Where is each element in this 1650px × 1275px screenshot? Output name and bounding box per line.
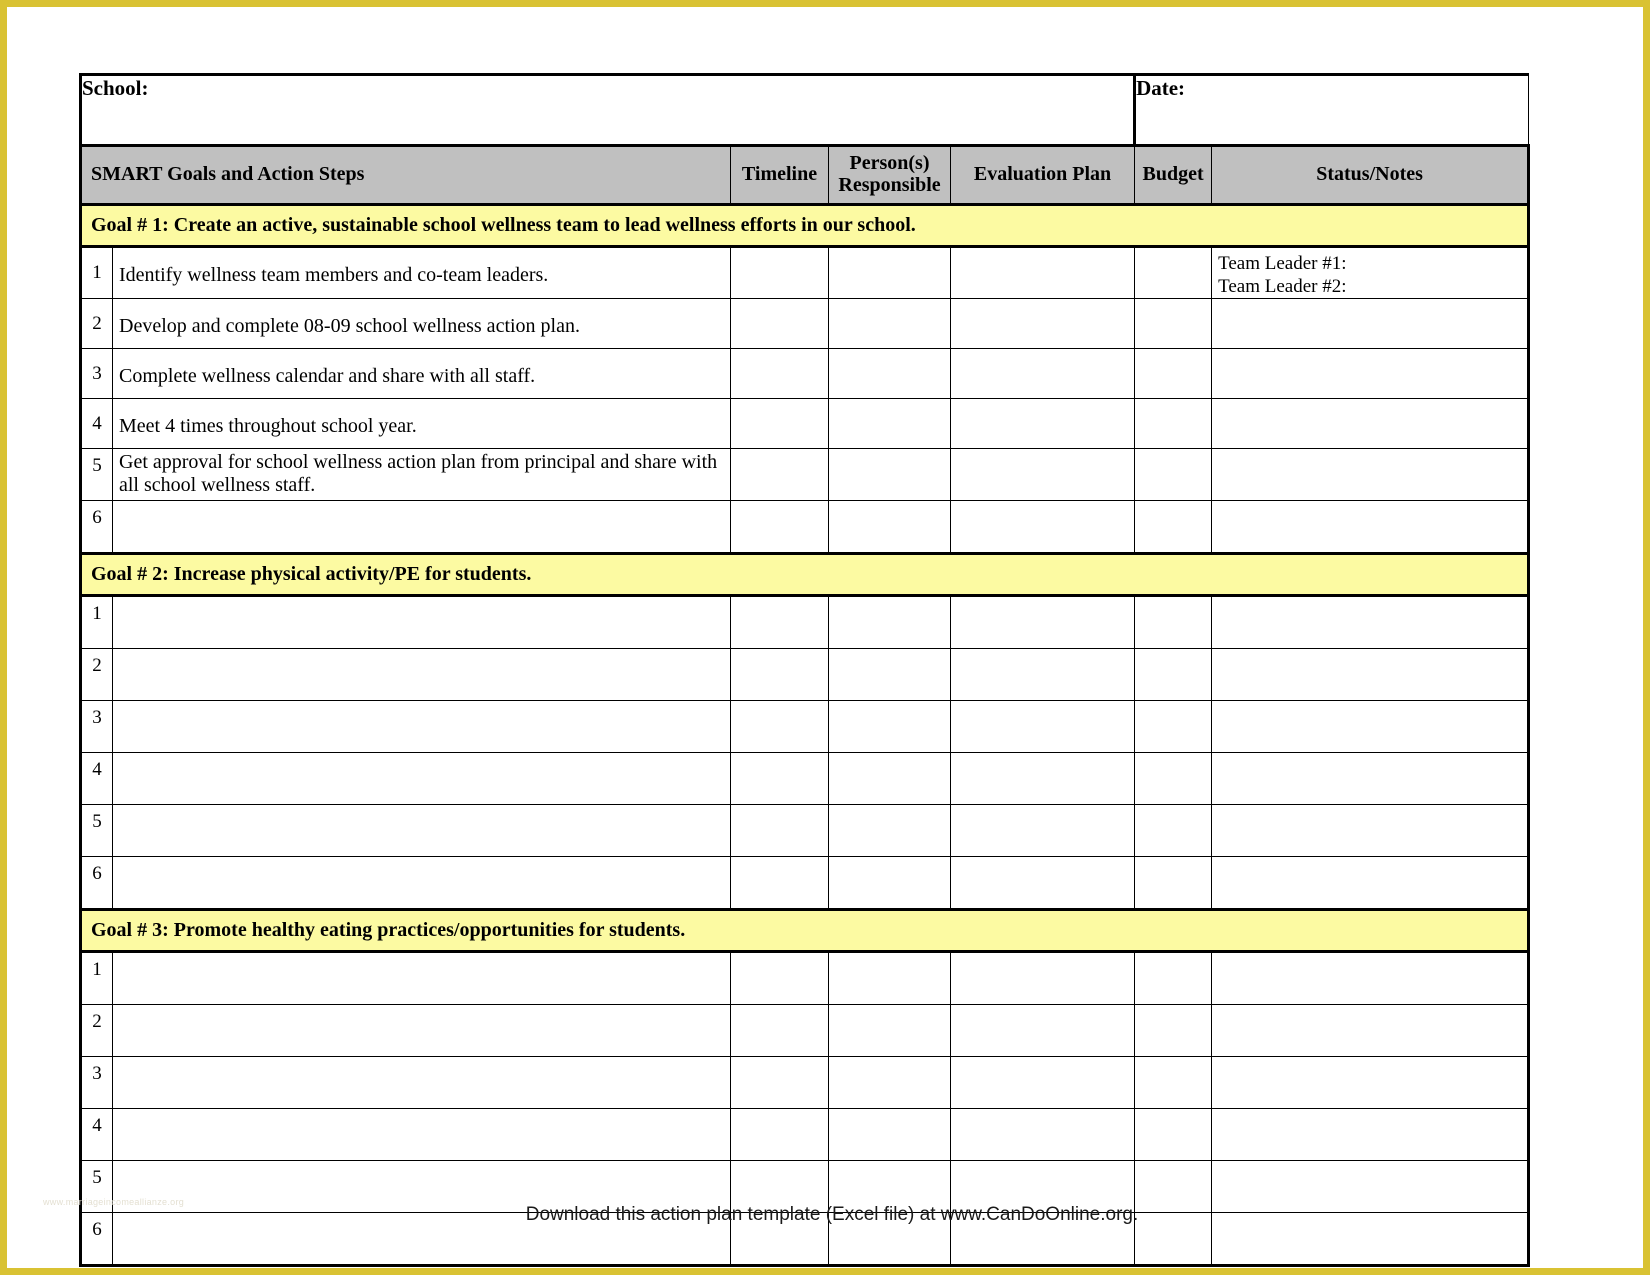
action-step-cell[interactable] xyxy=(113,501,731,554)
action-step-cell[interactable] xyxy=(113,1057,731,1109)
evaluation-plan-cell[interactable] xyxy=(951,1109,1135,1161)
budget-cell[interactable] xyxy=(1135,805,1212,857)
row-number: 4 xyxy=(81,1109,113,1161)
evaluation-plan-cell[interactable] xyxy=(951,299,1135,349)
table-row xyxy=(81,857,1529,910)
persons-responsible-cell[interactable] xyxy=(829,701,951,753)
table-row xyxy=(81,349,1529,399)
evaluation-plan-cell[interactable] xyxy=(951,857,1135,910)
persons-responsible-cell[interactable] xyxy=(829,449,951,501)
column-header-budget: Budget xyxy=(1135,146,1212,205)
budget-cell[interactable] xyxy=(1135,501,1212,554)
persons-responsible-cell[interactable] xyxy=(829,857,951,910)
status-notes-cell[interactable] xyxy=(1212,399,1529,449)
action-step-cell[interactable]: Get approval for school wellness action plan from principal and share with all school wellness staff. xyxy=(113,449,731,501)
persons-responsible-cell[interactable] xyxy=(829,753,951,805)
table-row xyxy=(81,449,1529,501)
goal-banner-2: Goal # 2: Increase physical activity/PE for students. xyxy=(81,554,1529,596)
timeline-cell[interactable] xyxy=(731,857,829,910)
action-step-cell[interactable] xyxy=(113,596,731,649)
row-number: 6 xyxy=(81,857,113,910)
action-step-cell[interactable] xyxy=(113,805,731,857)
row-number: 2 xyxy=(81,1005,113,1057)
evaluation-plan-cell[interactable] xyxy=(951,649,1135,701)
timeline-cell[interactable] xyxy=(731,501,829,554)
budget-cell[interactable] xyxy=(1135,1109,1212,1161)
table-row xyxy=(81,1005,1529,1057)
table-row xyxy=(81,501,1529,554)
persons-responsible-cell[interactable] xyxy=(829,349,951,399)
status-notes-cell[interactable] xyxy=(1212,805,1529,857)
goal-banner-row xyxy=(81,205,1529,247)
column-header-smart-goals: SMART Goals and Action Steps xyxy=(81,146,731,205)
status-notes-cell[interactable] xyxy=(1212,501,1529,554)
timeline-cell[interactable] xyxy=(731,247,829,299)
action-plan-table xyxy=(79,73,1530,1267)
persons-responsible-cell[interactable] xyxy=(829,596,951,649)
evaluation-plan-cell[interactable] xyxy=(951,1057,1135,1109)
status-notes-cell[interactable] xyxy=(1212,449,1529,501)
action-step-cell[interactable] xyxy=(113,649,731,701)
status-notes-cell[interactable] xyxy=(1212,753,1529,805)
timeline-cell[interactable] xyxy=(731,1005,829,1057)
evaluation-plan-cell[interactable] xyxy=(951,501,1135,554)
status-notes-cell[interactable] xyxy=(1212,349,1529,399)
action-step-cell[interactable]: Meet 4 times throughout school year. xyxy=(113,399,731,449)
timeline-cell[interactable] xyxy=(731,701,829,753)
table-row xyxy=(81,1057,1529,1109)
row-number: 5 xyxy=(81,805,113,857)
evaluation-plan-cell[interactable] xyxy=(951,596,1135,649)
goal-banner-3: Goal # 3: Promote healthy eating practices/opportunities for students. xyxy=(81,910,1529,952)
date-label: Date: xyxy=(1135,75,1529,146)
timeline-cell[interactable] xyxy=(731,349,829,399)
evaluation-plan-cell[interactable] xyxy=(951,1005,1135,1057)
table-row xyxy=(81,1109,1529,1161)
timeline-cell[interactable] xyxy=(731,449,829,501)
budget-cell[interactable] xyxy=(1135,753,1212,805)
table-row xyxy=(81,247,1529,299)
row-number: 4 xyxy=(81,753,113,805)
table-row xyxy=(81,952,1529,1005)
row-number: 4 xyxy=(81,399,113,449)
evaluation-plan-cell[interactable] xyxy=(951,701,1135,753)
action-step-cell[interactable]: Complete wellness calendar and share with all staff. xyxy=(113,349,731,399)
column-header-timeline: Timeline xyxy=(731,146,829,205)
row-number: 6 xyxy=(81,501,113,554)
action-step-cell[interactable]: Identify wellness team members and co-team leaders. xyxy=(113,247,731,299)
evaluation-plan-cell[interactable] xyxy=(951,247,1135,299)
table-row xyxy=(81,299,1529,349)
persons-responsible-cell[interactable] xyxy=(829,299,951,349)
status-notes-cell[interactable] xyxy=(1212,1057,1529,1109)
timeline-cell[interactable] xyxy=(731,596,829,649)
status-line-2: Team Leader #2: xyxy=(1218,276,1347,298)
row-number: 1 xyxy=(81,952,113,1005)
table-row xyxy=(81,701,1529,753)
action-step-cell[interactable] xyxy=(113,701,731,753)
budget-cell[interactable] xyxy=(1135,349,1212,399)
action-step-cell[interactable] xyxy=(113,1109,731,1161)
footer-download-note: Download this action plan template (Excel file) at www.CanDoOnline.org. xyxy=(525,1204,1139,1225)
row-number: 1 xyxy=(81,596,113,649)
action-plan-sheet xyxy=(79,73,1527,1267)
timeline-cell[interactable] xyxy=(731,299,829,349)
budget-cell[interactable] xyxy=(1135,1057,1212,1109)
timeline-cell[interactable] xyxy=(731,649,829,701)
timeline-cell[interactable] xyxy=(731,753,829,805)
column-header-row xyxy=(81,146,1529,205)
budget-cell[interactable] xyxy=(1135,247,1212,299)
timeline-cell[interactable] xyxy=(731,399,829,449)
persons-responsible-cell[interactable] xyxy=(829,1005,951,1057)
persons-responsible-cell[interactable] xyxy=(829,501,951,554)
timeline-cell[interactable] xyxy=(731,952,829,1005)
evaluation-plan-cell[interactable] xyxy=(951,952,1135,1005)
goal-banner-row xyxy=(81,554,1529,596)
budget-cell[interactable] xyxy=(1135,701,1212,753)
persons-responsible-line1: Person(s) xyxy=(849,152,930,175)
goal-banner-1: Goal # 1: Create an active, sustainable school wellness team to lead wellness efforts in our school. xyxy=(81,205,1529,247)
persons-responsible-line2: Responsible xyxy=(838,174,941,196)
persons-responsible-cell[interactable] xyxy=(829,399,951,449)
status-line-1: Team Leader #1: xyxy=(1218,253,1347,274)
evaluation-plan-cell[interactable] xyxy=(951,449,1135,501)
status-notes-cell[interactable] xyxy=(1212,701,1529,753)
action-step-cell[interactable] xyxy=(113,857,731,910)
status-notes-cell[interactable] xyxy=(1212,857,1529,910)
table-row xyxy=(81,399,1529,449)
column-header-persons-responsible xyxy=(829,146,951,205)
action-step-cell[interactable] xyxy=(113,952,731,1005)
action-step-cell[interactable] xyxy=(113,753,731,805)
status-notes-cell[interactable] xyxy=(1212,247,1529,299)
evaluation-plan-cell[interactable] xyxy=(951,399,1135,449)
table-row xyxy=(81,805,1529,857)
persons-responsible-cell[interactable] xyxy=(829,805,951,857)
status-notes-cell[interactable] xyxy=(1212,299,1529,349)
row-number: 3 xyxy=(81,1057,113,1109)
persons-responsible-cell[interactable] xyxy=(829,952,951,1005)
status-notes-cell[interactable] xyxy=(1212,596,1529,649)
persons-responsible-cell[interactable] xyxy=(829,1057,951,1109)
budget-cell[interactable] xyxy=(1135,1005,1212,1057)
timeline-cell[interactable] xyxy=(731,1057,829,1109)
evaluation-plan-cell[interactable] xyxy=(951,753,1135,805)
budget-cell[interactable] xyxy=(1135,857,1212,910)
budget-cell[interactable] xyxy=(1135,649,1212,701)
action-step-cell[interactable] xyxy=(113,1005,731,1057)
budget-cell[interactable] xyxy=(1135,449,1212,501)
column-header-status-notes: Status/Notes xyxy=(1212,146,1529,205)
row-number: 1 xyxy=(81,247,113,299)
row-number: 2 xyxy=(81,649,113,701)
row-number: 3 xyxy=(81,701,113,753)
persons-responsible-cell[interactable] xyxy=(829,1109,951,1161)
action-step-cell[interactable]: Develop and complete 08-09 school wellness action plan. xyxy=(113,299,731,349)
status-notes-cell[interactable] xyxy=(1212,952,1529,1005)
table-row xyxy=(81,753,1529,805)
watermark-text: www.marriageincomeallianze.org xyxy=(43,1197,185,1207)
table-row xyxy=(81,596,1529,649)
school-label: School: xyxy=(81,75,1135,146)
evaluation-plan-cell[interactable] xyxy=(951,349,1135,399)
budget-cell[interactable] xyxy=(1135,596,1212,649)
status-notes-cell[interactable] xyxy=(1212,649,1529,701)
column-header-evaluation-plan: Evaluation Plan xyxy=(951,146,1135,205)
persons-responsible-cell[interactable] xyxy=(829,649,951,701)
row-number: 5 xyxy=(81,1161,113,1213)
status-notes-cell[interactable] xyxy=(1212,1109,1529,1161)
row-number: 3 xyxy=(81,349,113,399)
row-number: 5 xyxy=(81,449,113,501)
budget-cell[interactable] xyxy=(1135,399,1212,449)
title-row xyxy=(81,75,1529,146)
timeline-cell[interactable] xyxy=(731,1109,829,1161)
row-number: 2 xyxy=(81,299,113,349)
status-notes-cell[interactable] xyxy=(1212,1005,1529,1057)
budget-cell[interactable] xyxy=(1135,299,1212,349)
evaluation-plan-cell[interactable] xyxy=(951,805,1135,857)
timeline-cell[interactable] xyxy=(731,805,829,857)
persons-responsible-cell[interactable] xyxy=(829,247,951,299)
row-number: 6 xyxy=(81,1213,113,1266)
goal-banner-row xyxy=(81,910,1529,952)
table-row xyxy=(81,649,1529,701)
budget-cell[interactable] xyxy=(1135,952,1212,1005)
